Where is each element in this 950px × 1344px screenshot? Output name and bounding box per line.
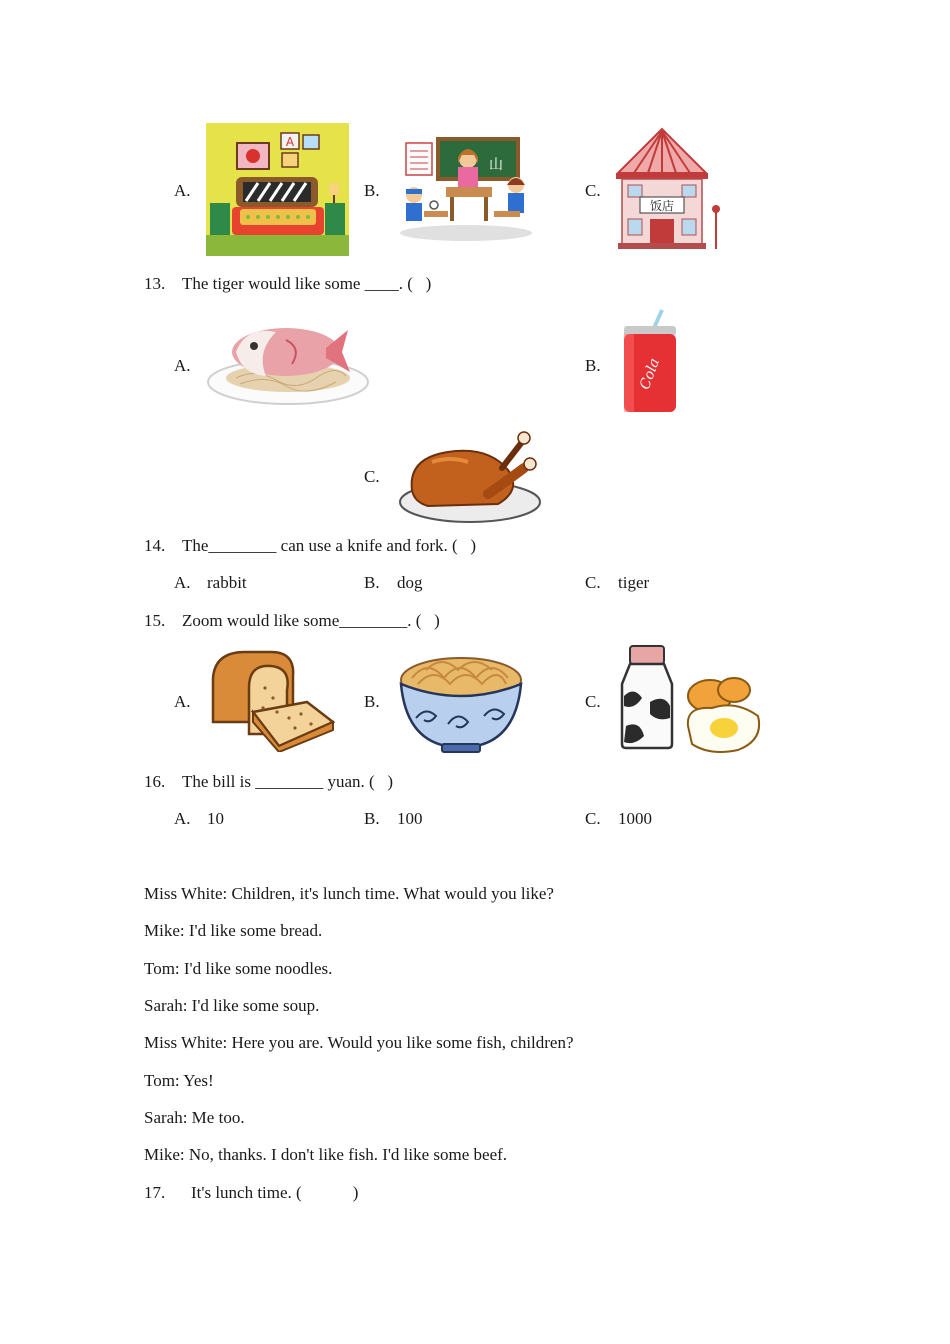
dialogue-line: Sarah: I'd like some soup.	[144, 996, 320, 1015]
restaurant-picture	[612, 127, 722, 251]
restaurant-sign: 饭店	[649, 199, 675, 213]
dialogue-line: Miss White: Children, it's lunch time. What would you like?	[144, 884, 554, 903]
blackboard-character: 山	[489, 157, 503, 173]
q14-option-c-text: tiger	[618, 573, 650, 592]
q14-option-b-label: B.	[364, 573, 380, 592]
q12-option-b-label: B.	[364, 181, 380, 200]
q14-option-a-label: A.	[174, 573, 191, 592]
q15-option-b-label: B.	[364, 692, 380, 711]
q13-option-b-label: B.	[585, 356, 601, 375]
q12-option-c-label: C.	[585, 181, 601, 200]
dialogue-line: Tom: I'd like some noodles.	[144, 959, 333, 978]
q15-option-a-label: A.	[174, 692, 191, 711]
q13-number: 13.	[144, 274, 166, 293]
noodle-bowl-picture	[398, 644, 524, 756]
q15-question-text: Zoom would like some________. ( )	[182, 611, 440, 630]
q13-option-a-label: A.	[174, 356, 191, 375]
q13-option-c-label: C.	[364, 467, 380, 486]
q14-option-a-text: rabbit	[207, 573, 247, 592]
dialogue-line: Sarah: Me too.	[144, 1108, 245, 1127]
q16-option-c-text: 1000	[618, 809, 652, 828]
q14-option-b-text: dog	[397, 573, 423, 592]
q14-question-text: The________ can use a knife and fork. ( )	[182, 536, 477, 555]
q13-question-text: The tiger would like some ____. ( )	[182, 274, 432, 293]
q16-option-a-text: 10	[207, 809, 224, 828]
q16-option-c-label: C.	[585, 809, 601, 828]
roast-chicken-picture	[398, 428, 544, 524]
bread-picture	[209, 648, 335, 752]
q16-number: 16.	[144, 772, 166, 791]
poster-letter: A	[285, 135, 295, 149]
q14-option-c-label: C.	[585, 573, 601, 592]
q16-option-b-label: B.	[364, 809, 380, 828]
dialogue-line: Mike: No, thanks. I don't like fish. I'd like some beef.	[144, 1145, 508, 1164]
q16-question-text: The bill is ________ yuan. ( )	[182, 772, 394, 791]
fish-dish-picture	[206, 318, 370, 408]
q14-number: 14.	[144, 536, 166, 555]
q16-option-b-text: 100	[397, 809, 423, 828]
q15-option-c-label: C.	[585, 692, 601, 711]
cola-can-picture	[620, 308, 680, 418]
dialogue-line: Mike: I'd like some bread.	[144, 921, 323, 940]
classroom-picture	[396, 133, 534, 243]
dialogue-line: Miss White: Here you are. Would you like some fish, children?	[144, 1033, 574, 1052]
q17-number: 17.	[144, 1183, 166, 1202]
q15-number: 15.	[144, 611, 166, 630]
milk-and-eggs-picture	[616, 644, 764, 756]
dialogue-line: Tom: Yes!	[144, 1071, 214, 1090]
bedroom-picture	[206, 123, 349, 256]
q16-option-a-label: A.	[174, 809, 191, 828]
can-brand-text: Cola	[637, 356, 663, 392]
q17-question-text: It's lunch time. ( )	[191, 1183, 359, 1202]
q12-option-a-label: A.	[174, 181, 191, 200]
